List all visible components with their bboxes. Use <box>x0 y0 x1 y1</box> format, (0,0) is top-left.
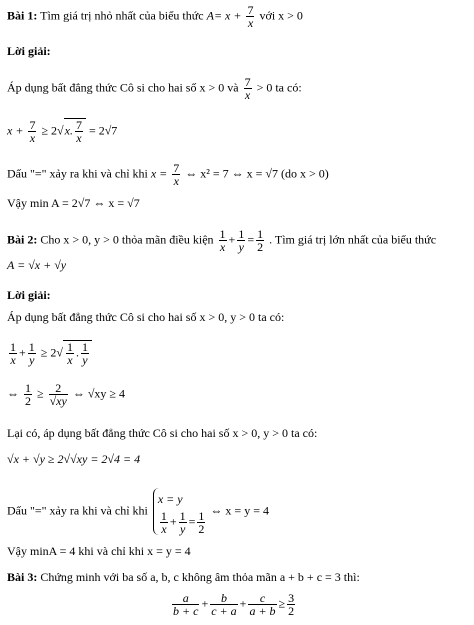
equality-condition-1 <box>7 162 329 187</box>
problem-3-statement <box>7 570 360 584</box>
fraction-1-over-2 <box>24 382 32 407</box>
fraction-7-over-x <box>75 119 83 144</box>
fraction-1-over-2 <box>197 510 205 535</box>
system-line-2 <box>158 510 208 535</box>
denominator: b + c <box>173 604 199 618</box>
numerator: 1 <box>219 227 226 241</box>
implication-line <box>7 382 125 407</box>
problem-2-heading: Bài 2: <box>7 232 38 247</box>
problem-2-prompt: Cho x > 0, y > 0 thỏa mãn điều kiện <box>40 232 214 247</box>
denominator: x <box>247 16 254 30</box>
fraction-1-over-y <box>81 341 89 366</box>
numerator: 1 <box>66 340 73 354</box>
denominator: c + a <box>211 604 237 618</box>
sqrt-body <box>63 340 92 366</box>
denominator: 2 <box>257 240 264 254</box>
problem-3-inequality <box>170 592 297 617</box>
implies-sign: ⇔ <box>7 386 19 401</box>
sqrt-body <box>64 118 86 144</box>
expr-A: A <box>206 8 214 23</box>
apply-text: Áp dụng bất đẳng thức Cô si cho hai số x > 0 và <box>7 80 239 95</box>
denominator: x <box>244 88 251 102</box>
problem-3-prompt: Chứng minh với ba số a, b, c không âm thỏa mãn a + b + c = 3 thì: <box>40 570 360 584</box>
numerator: 1 <box>238 227 245 241</box>
plus-sign: + <box>228 232 236 247</box>
solution-label-2: Lời giải: <box>7 288 51 302</box>
equals-sign: = <box>188 514 196 529</box>
ineq-mid: ≥ 2 <box>41 123 58 138</box>
apply-cauchy-1 <box>7 76 302 101</box>
target-expression: A = √x + √y <box>7 258 67 272</box>
denominator: y <box>82 353 88 367</box>
numerator: 7 <box>244 75 251 89</box>
denominator: √xy <box>49 394 67 408</box>
condition: với x > 0 <box>259 8 303 23</box>
max-conclusion: Vậy minA = 4 khi và chỉ khi x = y = 4 <box>7 544 191 558</box>
numerator: 3 <box>288 591 295 605</box>
ineq-x: x. <box>64 123 73 138</box>
cauchy-inequality-1 <box>7 118 117 144</box>
denominator: x <box>76 131 82 145</box>
numerator: 1 <box>28 340 35 354</box>
eq-x: x = <box>150 166 168 181</box>
denominator: x <box>173 174 179 188</box>
denominator: 2 <box>288 604 295 618</box>
plus-sign: + <box>239 596 247 611</box>
geq-sign: ≥ <box>37 386 44 401</box>
equals-sign: = <box>247 232 255 247</box>
plus-sign: + <box>19 345 26 360</box>
solution-label-1: Lời giải: <box>7 44 51 58</box>
fraction-1-over-2 <box>256 228 264 253</box>
dot: . <box>75 345 79 360</box>
cauchy-inequality-2 <box>7 340 92 366</box>
min-conclusion: Vậy min A = 2√7 ⇔ x = √7 <box>7 196 140 210</box>
fraction-1-over-x <box>66 341 74 366</box>
denominator: y <box>179 522 186 536</box>
denominator: x <box>29 131 36 145</box>
eq-prefix: Dấu "=" xảy ra khi và chỉ khi <box>7 503 148 518</box>
numerator: 1 <box>160 509 167 523</box>
numerator: 7 <box>29 118 36 132</box>
numerator: 1 <box>10 340 16 354</box>
fraction-1-over-x <box>9 341 17 366</box>
numerator: 7 <box>247 3 254 17</box>
numerator: a <box>172 592 199 605</box>
numerator: 2 <box>49 382 68 395</box>
problem-1-statement <box>7 4 303 29</box>
numerator: 1 <box>179 509 186 523</box>
numerator: c <box>248 592 276 605</box>
problem-1-prompt: Tìm giá trị nhỏ nhất của biểu thức <box>40 8 204 23</box>
sqrt-inequality: √x + √y ≥ 2√√xy = 2√4 = 4 <box>7 452 141 466</box>
denominator: x <box>10 353 16 367</box>
fraction-1-over-x <box>219 228 227 253</box>
fraction-1-over-y <box>237 228 245 253</box>
again-cauchy: Lại có, áp dụng bất đẳng thức Cô si cho hai số x > 0, y > 0 ta có: <box>7 426 318 440</box>
ineq-lhs: x + <box>7 123 24 138</box>
fraction-7-over-x <box>172 162 180 187</box>
numerator: b <box>210 592 237 605</box>
sqrt-sign: √ <box>57 123 64 138</box>
system-line-1: x = y <box>157 492 183 506</box>
system-tail: ⇔ x = y = 4 <box>210 503 269 518</box>
denominator: x <box>219 240 226 254</box>
numerator: 1 <box>25 381 31 395</box>
numerator: 1 <box>198 509 205 523</box>
geq-2: ≥ 2 <box>40 345 57 360</box>
eq-prefix: Dấu "=" xảy ra khi và chỉ khi <box>7 166 148 181</box>
denominator: 2 <box>25 394 31 408</box>
fraction-b <box>210 592 237 617</box>
fraction-7-over-x <box>244 76 252 101</box>
fraction-2-over-sqrt-xy <box>49 382 68 407</box>
denominator: a + b <box>249 604 276 618</box>
denominator: y <box>29 353 35 367</box>
problem-2-prompt-tail: . Tìm giá trị lớn nhất của biểu thức <box>269 232 437 247</box>
numerator: 7 <box>173 161 180 175</box>
plus-sign: + <box>201 596 209 611</box>
apply-tail: > 0 ta có: <box>256 80 302 95</box>
expr-eq: = x + <box>213 8 242 23</box>
fraction-3-over-2 <box>287 592 295 617</box>
problem-2-statement <box>7 228 436 253</box>
fraction-1-over-y <box>179 510 187 535</box>
eq-tail: ⇔ x² = 7 ⇔ x = √7 (do x > 0) <box>185 166 329 181</box>
numerator: 1 <box>81 340 88 354</box>
fraction-a <box>172 592 199 617</box>
ineq-rhs: = 2√7 <box>88 123 118 138</box>
fraction-1-over-x <box>160 510 168 535</box>
geq-sign: ≥ <box>278 596 286 611</box>
numerator: 1 <box>257 227 264 241</box>
denominator: y <box>238 240 244 254</box>
denominator: x <box>161 522 167 536</box>
numerator: 7 <box>75 118 82 132</box>
problem-3-heading: Bài 3: <box>7 570 38 584</box>
equation-system <box>153 488 208 535</box>
apply-cauchy-2: Áp dụng bất đẳng thức Cô si cho hai số x > 0, y > 0 ta có: <box>7 310 285 324</box>
fraction-1-over-y <box>28 341 36 366</box>
fraction-7-over-x <box>246 4 254 29</box>
denominator: x <box>67 353 73 367</box>
sqrt-sign: √ <box>56 345 63 360</box>
implication-tail: ⇔ √xy ≥ 4 <box>72 386 126 401</box>
plus-sign: + <box>169 514 177 529</box>
fraction-c <box>248 592 276 617</box>
equality-condition-2 <box>7 488 269 535</box>
denominator: 2 <box>198 522 205 536</box>
fraction-7-over-x <box>28 119 36 144</box>
problem-1-heading: Bài 1: <box>7 8 38 23</box>
